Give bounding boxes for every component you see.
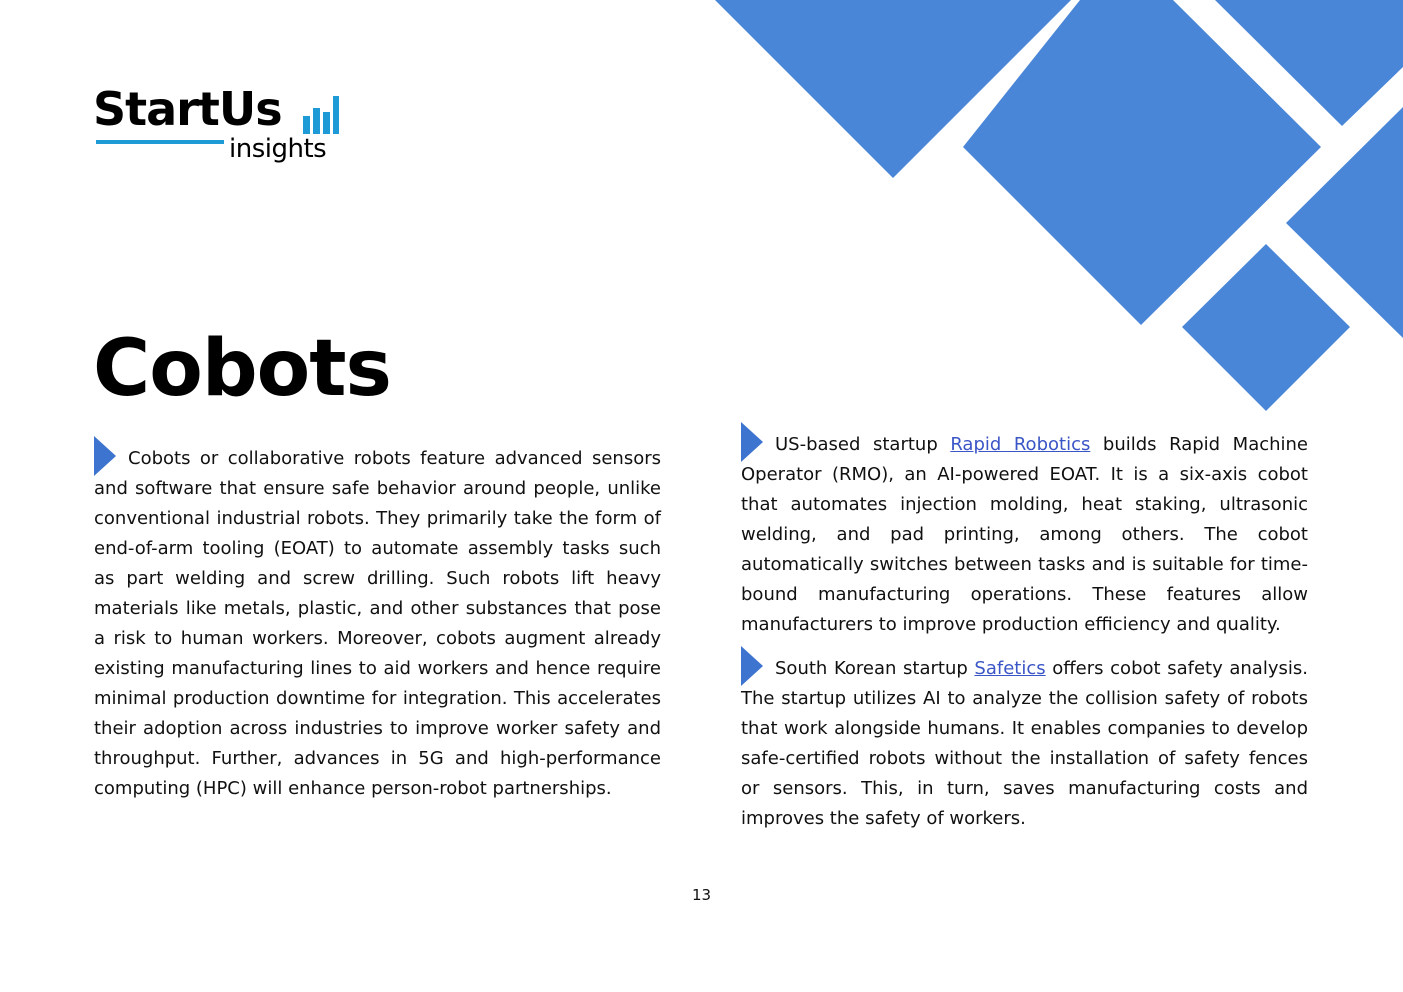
startup-paragraph-safetics: South Korean startup Safetics offers cobot safety analysis. The startup utilizes AI to analyze the collision safety of robots that work alongside humans. It enables companies to develop safe-certified robots without the installation of safety fences or sensors. This, in turn, saves manufacturing costs and improves the safety of workers. — [741, 658, 1308, 829]
safetics-link[interactable]: Safetics — [974, 658, 1046, 679]
rapid-robotics-link[interactable]: Rapid Robotics — [950, 434, 1091, 455]
diamond-shape — [1182, 244, 1350, 411]
startup-paragraph-rapid-robotics: US-based startup Rapid Robotics builds Rapid Machine Operator (RMO), an AI-powered EOAT. It is a six-axis cobot that automates injection molding, heat staking, ultrasonic welding, and pad printing, among others. The cobot automatically switches between tasks and is suitable for time-bound manufacturing operations. These features allow manufacturers to improve production efficiency and quality. — [741, 434, 1309, 635]
page-number: 13 — [691, 886, 712, 904]
right-column — [741, 430, 1308, 848]
logo-wordmark: StartUs — [93, 82, 282, 136]
page-title: Cobots — [93, 324, 391, 414]
logo-subword: insights — [229, 134, 327, 164]
logo-underline — [96, 140, 224, 144]
startus-insights-logo — [93, 82, 343, 174]
intro-paragraph: Cobots or collaborative robots feature advanced sensors and software that ensure safe behavior around people, unlike conventional industrial robots. They primarily take the form of end-of-arm tooling (EOAT) to automate assembly tasks such as part welding and screw drilling. Such robots lift heavy materials like metals, plastic, and other substances that pose a risk to human workers. Moreover, cobots augment already existing manufacturing lines to aid workers and hence require minimal production downtime for integration. This accelerates their adoption across industries to improve worker safety and throughput. Further, advances in 5G and high-performance computing (HPC) will enhance person-robot partnerships. — [94, 448, 661, 799]
left-column — [94, 444, 661, 818]
logo-bars-icon — [303, 96, 339, 134]
